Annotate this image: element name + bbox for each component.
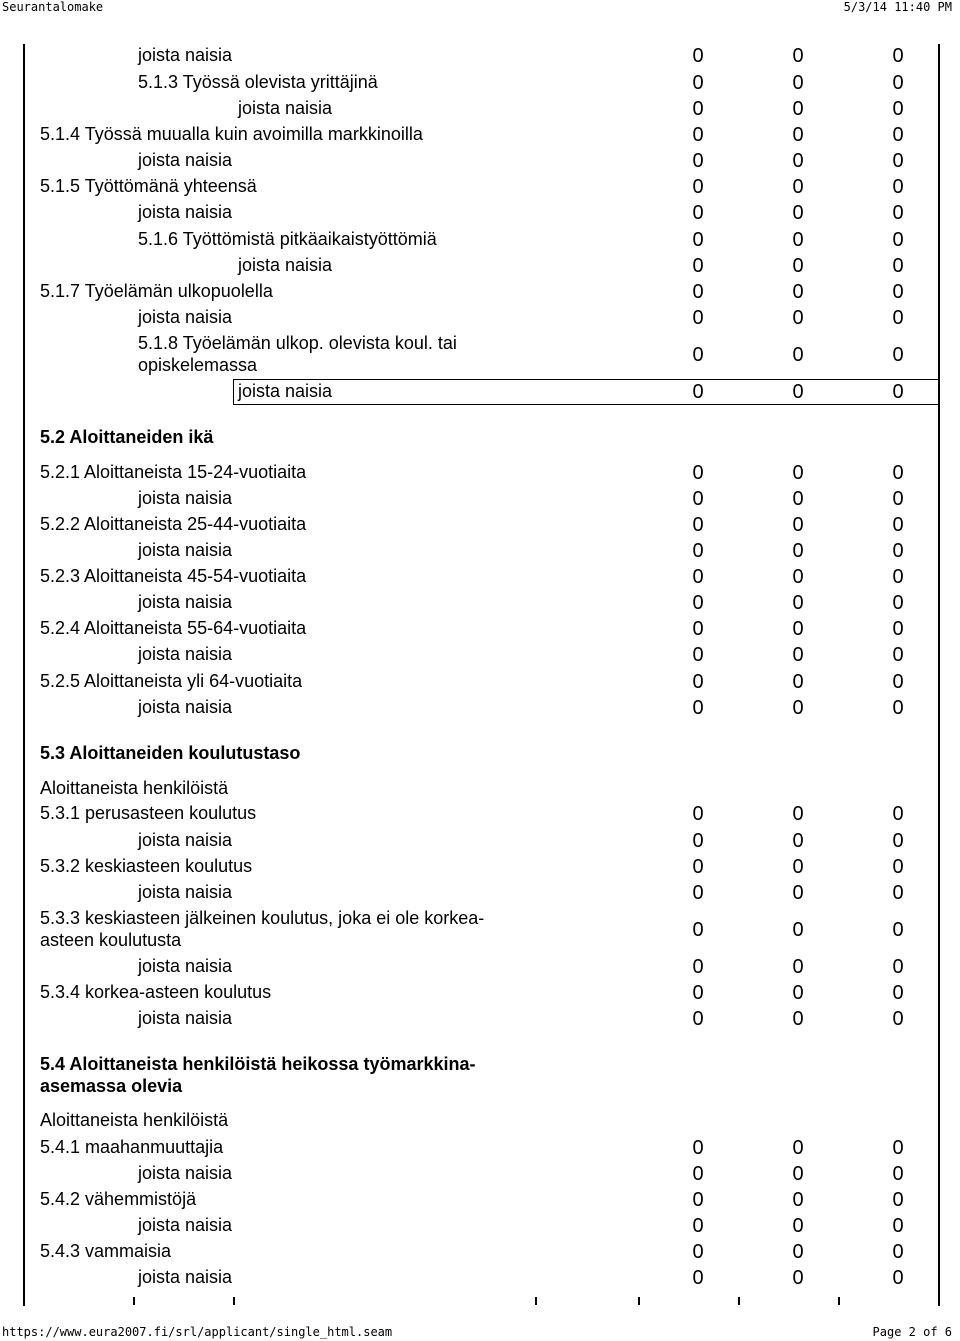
row-value: 0 bbox=[692, 1137, 704, 1159]
row-label: joista naisia bbox=[138, 956, 233, 976]
column-tick bbox=[133, 1297, 135, 1305]
row-value: 0 bbox=[692, 281, 704, 303]
table-row bbox=[0, 1006, 960, 1032]
row-value: 0 bbox=[792, 1241, 804, 1263]
row-value: 0 bbox=[692, 202, 704, 224]
table-row bbox=[0, 880, 960, 906]
table-row bbox=[0, 305, 960, 331]
row-value: 0 bbox=[692, 919, 704, 941]
row-value: 0 bbox=[692, 566, 704, 588]
table-row bbox=[0, 642, 960, 668]
row-value: 0 bbox=[692, 488, 704, 510]
table-row bbox=[0, 486, 960, 512]
table-row bbox=[0, 1265, 960, 1291]
row-value: 0 bbox=[692, 982, 704, 1004]
row-value: 0 bbox=[692, 98, 704, 120]
row-value: 0 bbox=[692, 1008, 704, 1030]
row-label: joista naisia bbox=[138, 592, 233, 612]
document-title: Seurantalomake bbox=[2, 0, 104, 14]
row-value: 0 bbox=[792, 982, 804, 1004]
row-label: joista naisia bbox=[238, 381, 333, 401]
row-value: 0 bbox=[892, 150, 904, 172]
row-value: 0 bbox=[692, 592, 704, 614]
row-value: 0 bbox=[892, 1163, 904, 1185]
row-value: 0 bbox=[792, 1163, 804, 1185]
row-label: 5.2.5 Aloittaneista yli 64-vuotiaita bbox=[40, 671, 303, 691]
row-value: 0 bbox=[792, 618, 804, 640]
row-label: 5.1.6 Työttömistä pitkäaikaistyöttömiä bbox=[138, 229, 437, 249]
row-value: 0 bbox=[792, 255, 804, 277]
row-value: 0 bbox=[792, 1137, 804, 1159]
row-label: 5.1.3 Työssä olevista yrittäjinä bbox=[138, 72, 378, 92]
row-value: 0 bbox=[892, 919, 904, 941]
row-value: 0 bbox=[692, 462, 704, 484]
table-row bbox=[0, 801, 960, 827]
row-value: 0 bbox=[892, 176, 904, 198]
row-value: 0 bbox=[692, 514, 704, 536]
row-label: Aloittaneista henkilöistä bbox=[40, 1110, 229, 1130]
row-value: 0 bbox=[892, 281, 904, 303]
row-value: 0 bbox=[792, 381, 804, 403]
row-value: 0 bbox=[792, 1215, 804, 1237]
row-label: joista naisia bbox=[138, 1267, 233, 1287]
row-label: Aloittaneista henkilöistä bbox=[40, 778, 229, 798]
row-value: 0 bbox=[892, 803, 904, 825]
row-value: 0 bbox=[892, 462, 904, 484]
row-value: 0 bbox=[792, 72, 804, 94]
row-value: 0 bbox=[892, 381, 904, 403]
table-row bbox=[0, 200, 960, 226]
row-value: 0 bbox=[892, 1267, 904, 1289]
table-row bbox=[0, 695, 960, 721]
row-value: 0 bbox=[692, 1189, 704, 1211]
table-row bbox=[0, 590, 960, 616]
table-row bbox=[0, 148, 960, 174]
table-row bbox=[0, 70, 960, 96]
row-label: 5.1.7 Työelämän ulkopuolella bbox=[40, 281, 273, 301]
table-row bbox=[0, 828, 960, 854]
row-value: 0 bbox=[792, 882, 804, 904]
row-value: 0 bbox=[692, 1215, 704, 1237]
row-label: joista naisia bbox=[138, 830, 233, 850]
column-tick bbox=[233, 1297, 235, 1305]
row-value: 0 bbox=[892, 830, 904, 852]
table-row bbox=[0, 253, 960, 279]
row-value: 0 bbox=[892, 229, 904, 251]
row-value: 0 bbox=[792, 697, 804, 719]
column-tick bbox=[535, 1297, 537, 1305]
row-label: joista naisia bbox=[138, 150, 233, 170]
row-label: 5.3.3 keskiasteen jälkeinen koulutus, joka ei ole korkea-asteen koulutusta bbox=[40, 908, 485, 950]
row-value: 0 bbox=[692, 956, 704, 978]
row-value: 0 bbox=[692, 1267, 704, 1289]
table-row bbox=[0, 1135, 960, 1161]
row-value: 0 bbox=[692, 1241, 704, 1263]
print-datetime: 5/3/14 11:40 PM bbox=[843, 0, 952, 14]
table-row bbox=[0, 43, 960, 69]
row-value: 0 bbox=[892, 956, 904, 978]
row-value: 0 bbox=[692, 176, 704, 198]
row-value: 0 bbox=[692, 882, 704, 904]
column-tick bbox=[738, 1297, 740, 1305]
table-row bbox=[0, 776, 960, 802]
page-footer bbox=[0, 1323, 960, 1341]
row-value: 0 bbox=[692, 618, 704, 640]
row-value: 0 bbox=[792, 124, 804, 146]
row-value: 0 bbox=[792, 1267, 804, 1289]
row-value: 0 bbox=[792, 644, 804, 666]
row-value: 0 bbox=[692, 1163, 704, 1185]
table-row bbox=[0, 227, 960, 253]
row-value: 0 bbox=[692, 255, 704, 277]
table-row bbox=[0, 1161, 960, 1187]
row-value: 0 bbox=[692, 671, 704, 693]
row-value: 0 bbox=[892, 856, 904, 878]
row-value: 0 bbox=[892, 488, 904, 510]
footer-url: https://www.eura2007.fi/srl/applicant/single_html.seam bbox=[2, 1325, 393, 1339]
table-row bbox=[0, 854, 960, 880]
row-value: 0 bbox=[892, 1137, 904, 1159]
row-value: 0 bbox=[892, 540, 904, 562]
table-row bbox=[0, 564, 960, 590]
row-value: 0 bbox=[692, 45, 704, 67]
row-value: 0 bbox=[892, 98, 904, 120]
row-label: 5.2.2 Aloittaneista 25-44-vuotiaita bbox=[40, 514, 307, 534]
cell-border bbox=[233, 379, 234, 405]
row-value: 0 bbox=[892, 1241, 904, 1263]
table-row bbox=[0, 331, 960, 379]
row-label: joista naisia bbox=[138, 488, 233, 508]
row-value: 0 bbox=[692, 150, 704, 172]
row-label: 5.2.3 Aloittaneista 45-54-vuotiaita bbox=[40, 566, 307, 586]
table-row bbox=[0, 1187, 960, 1213]
table-row bbox=[0, 512, 960, 538]
table-row bbox=[0, 669, 960, 695]
table-row bbox=[0, 1239, 960, 1265]
table-row bbox=[0, 980, 960, 1006]
table-row bbox=[0, 1052, 960, 1100]
row-value: 0 bbox=[792, 803, 804, 825]
row-value: 0 bbox=[892, 697, 904, 719]
cell-border bbox=[233, 379, 940, 380]
row-label: joista naisia bbox=[138, 45, 233, 65]
table-row bbox=[0, 379, 960, 405]
row-value: 0 bbox=[892, 72, 904, 94]
row-label: joista naisia bbox=[138, 1163, 233, 1183]
table-row bbox=[0, 425, 960, 451]
row-label: 5.2.1 Aloittaneista 15-24-vuotiaita bbox=[40, 462, 307, 482]
row-value: 0 bbox=[892, 592, 904, 614]
row-label: joista naisia bbox=[138, 1215, 233, 1235]
row-value: 0 bbox=[792, 488, 804, 510]
row-value: 0 bbox=[892, 307, 904, 329]
row-value: 0 bbox=[792, 1008, 804, 1030]
column-tick bbox=[23, 1297, 25, 1305]
table-row bbox=[0, 279, 960, 305]
row-value: 0 bbox=[892, 1008, 904, 1030]
row-value: 0 bbox=[692, 72, 704, 94]
row-value: 0 bbox=[792, 150, 804, 172]
table-row bbox=[0, 174, 960, 200]
row-value: 0 bbox=[792, 281, 804, 303]
row-value: 0 bbox=[792, 176, 804, 198]
row-value: 0 bbox=[892, 514, 904, 536]
row-value: 0 bbox=[892, 644, 904, 666]
row-value: 0 bbox=[692, 856, 704, 878]
column-tick bbox=[938, 1297, 940, 1305]
row-value: 0 bbox=[892, 882, 904, 904]
row-label: 5.4.1 maahanmuuttajia bbox=[40, 1137, 224, 1157]
row-label: 5.3.2 keskiasteen koulutus bbox=[40, 856, 253, 876]
row-value: 0 bbox=[792, 830, 804, 852]
table-row bbox=[0, 1213, 960, 1239]
row-label: joista naisia bbox=[138, 1008, 233, 1028]
row-value: 0 bbox=[892, 202, 904, 224]
row-value: 0 bbox=[792, 45, 804, 67]
row-label: joista naisia bbox=[138, 540, 233, 560]
cell-border bbox=[233, 404, 940, 405]
row-value: 0 bbox=[892, 566, 904, 588]
row-value: 0 bbox=[892, 671, 904, 693]
row-label: 5.3.4 korkea-asteen koulutus bbox=[40, 982, 272, 1002]
row-label: 5.1.5 Työttömänä yhteensä bbox=[40, 176, 257, 196]
row-value: 0 bbox=[792, 540, 804, 562]
row-value: 0 bbox=[892, 344, 904, 366]
row-label: 5.2.4 Aloittaneista 55-64-vuotiaita bbox=[40, 618, 307, 638]
row-value: 0 bbox=[692, 830, 704, 852]
section-heading: 5.2 Aloittaneiden ikä bbox=[40, 427, 214, 447]
row-label: 5.1.8 Työelämän ulkop. olevista koul. tai opiskelemassa bbox=[138, 333, 457, 375]
row-value: 0 bbox=[692, 540, 704, 562]
row-value: 0 bbox=[692, 307, 704, 329]
row-label: joista naisia bbox=[138, 882, 233, 902]
row-label: joista naisia bbox=[238, 255, 333, 275]
row-value: 0 bbox=[692, 381, 704, 403]
row-value: 0 bbox=[892, 45, 904, 67]
row-value: 0 bbox=[692, 229, 704, 251]
table-row bbox=[0, 906, 960, 954]
row-value: 0 bbox=[792, 344, 804, 366]
row-value: 0 bbox=[792, 592, 804, 614]
row-value: 0 bbox=[792, 202, 804, 224]
row-value: 0 bbox=[792, 919, 804, 941]
row-label: joista naisia bbox=[138, 644, 233, 664]
row-value: 0 bbox=[892, 1215, 904, 1237]
row-value: 0 bbox=[692, 124, 704, 146]
section-heading: 5.4 Aloittaneista henkilöistä heikossa työmarkkina-asemassa olevia bbox=[40, 1054, 476, 1096]
row-value: 0 bbox=[892, 982, 904, 1004]
table-row bbox=[0, 538, 960, 564]
row-value: 0 bbox=[792, 1189, 804, 1211]
column-tick bbox=[838, 1297, 840, 1305]
row-label: joista naisia bbox=[138, 307, 233, 327]
column-tick bbox=[638, 1297, 640, 1305]
table-row bbox=[0, 122, 960, 148]
row-value: 0 bbox=[892, 618, 904, 640]
row-value: 0 bbox=[792, 462, 804, 484]
row-value: 0 bbox=[792, 229, 804, 251]
row-value: 0 bbox=[792, 514, 804, 536]
row-value: 0 bbox=[692, 644, 704, 666]
table-row bbox=[0, 1108, 960, 1134]
row-label: 5.3.1 perusasteen koulutus bbox=[40, 803, 257, 823]
row-value: 0 bbox=[792, 671, 804, 693]
row-value: 0 bbox=[792, 307, 804, 329]
table-row bbox=[0, 460, 960, 486]
row-value: 0 bbox=[892, 255, 904, 277]
row-value: 0 bbox=[692, 697, 704, 719]
section-heading: 5.3 Aloittaneiden koulutustaso bbox=[40, 743, 301, 763]
table-row bbox=[0, 616, 960, 642]
row-label: 5.4.3 vammaisia bbox=[40, 1241, 172, 1261]
row-label: joista naisia bbox=[138, 202, 233, 222]
row-value: 0 bbox=[792, 98, 804, 120]
row-value: 0 bbox=[892, 124, 904, 146]
page-number: Page 2 of 6 bbox=[872, 1325, 952, 1339]
row-label: 5.1.4 Työssä muualla kuin avoimilla markkinoilla bbox=[40, 124, 423, 144]
row-label: joista naisia bbox=[238, 98, 333, 118]
table-row bbox=[0, 96, 960, 122]
row-label: 5.4.2 vähemmistöjä bbox=[40, 1189, 197, 1209]
row-label: joista naisia bbox=[138, 697, 233, 717]
row-value: 0 bbox=[792, 566, 804, 588]
table-row bbox=[0, 741, 960, 767]
row-value: 0 bbox=[692, 344, 704, 366]
row-value: 0 bbox=[792, 856, 804, 878]
table-row bbox=[0, 954, 960, 980]
row-value: 0 bbox=[892, 1189, 904, 1211]
row-value: 0 bbox=[692, 803, 704, 825]
row-value: 0 bbox=[792, 956, 804, 978]
